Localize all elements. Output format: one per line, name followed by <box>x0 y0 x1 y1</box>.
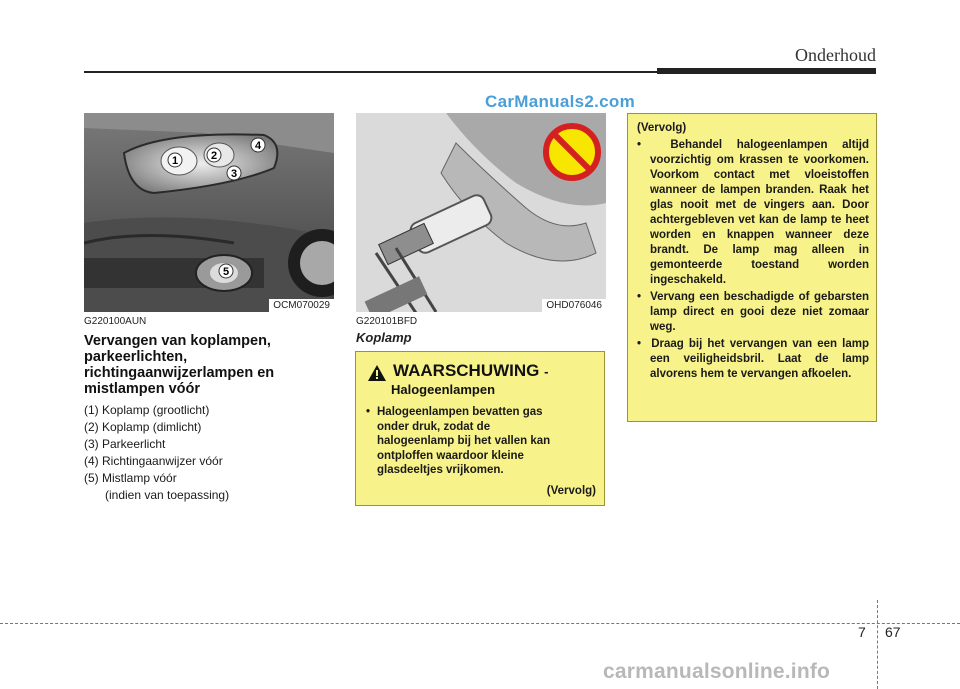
warning-triangle-icon <box>367 364 387 382</box>
callout-5: 5 <box>222 266 230 278</box>
caution-box <box>627 113 877 422</box>
callout-3: 3 <box>230 168 238 180</box>
bullet-icon: • <box>637 139 671 151</box>
list-item: (5) Mistlamp vóór <box>84 471 177 485</box>
list-item: (4) Richtingaanwijzer vóór <box>84 454 223 468</box>
header-rule-thick <box>657 68 876 74</box>
header-rule <box>84 71 657 73</box>
continued-head: (Vervolg) <box>637 122 687 134</box>
footer-divider <box>877 600 878 689</box>
photo-code-left: OCM070029 <box>269 299 334 312</box>
car-front-photo <box>84 113 334 312</box>
list-item: (1) Koplamp (grootlicht) <box>84 403 210 417</box>
prohibition-icon <box>541 121 603 183</box>
bullet-icon: • <box>366 406 371 418</box>
bullet-icon: • <box>637 291 651 303</box>
section-heading: Vervangen van koplampen, parkeerlichten, richtingaanwijzerlampen en mistlampen vóór <box>84 333 275 397</box>
list-item: • Behandel halogeenlampen altijd voorzichtig om krassen te voorkomen. Voorkom contact met vloeistoffen wanneer de lampen branden. Raak het glas nooit met de vingers aan. Door achtergebleven vet kan de lamp te heet worden en knappen wanneer deze brandt. De lamp mag alleen in gemonteerde toestand worden ingeschakeld. <box>637 139 869 286</box>
callout-2: 2 <box>210 150 218 162</box>
subheading: Koplamp <box>356 330 412 345</box>
warning-title: WAARSCHUWING - <box>393 361 549 380</box>
caution-list <box>637 138 869 384</box>
list-item: (indien van toepassing) <box>105 488 230 502</box>
chapter-number: 7 <box>858 624 866 640</box>
page-number: 67 <box>885 624 901 640</box>
callout-1: 1 <box>171 155 179 167</box>
list-item: • Vervang een beschadigde of gebarsten lamp direct en gooi deze niet zomaar weg. <box>637 291 869 333</box>
car-front-illustration <box>84 113 334 312</box>
warning-box <box>355 351 605 506</box>
photo-code-mid: OHD076046 <box>542 299 606 312</box>
watermark-top: CarManuals2.com <box>485 92 635 111</box>
warning-subtitle: Halogeenlampen <box>391 382 496 397</box>
list-item: (2) Koplamp (dimlicht) <box>84 420 202 434</box>
bulb-list <box>84 402 334 504</box>
bulb-photo <box>356 113 606 312</box>
list-item: • Draag bij het vervangen van een lamp een veiligheidsbril. Laat de lamp alvorens hem te vervangen afkoelen. <box>637 338 869 380</box>
list-item: (3) Parkeerlicht <box>84 437 166 451</box>
continued-label: (Vervolg) <box>546 485 596 497</box>
watermark-bottom: carmanualsonline.info <box>603 660 831 683</box>
section-code-left: G220100AUN <box>84 316 147 327</box>
section-code-mid: G220101BFD <box>356 316 418 327</box>
section-title: Onderhoud <box>795 45 876 65</box>
callout-4: 4 <box>254 140 262 152</box>
bullet-icon: • <box>637 338 652 350</box>
footer-rule <box>0 623 960 624</box>
warning-text: • Halogeenlampen bevatten gas onder druk, zodat de halogeenlamp bij het vallen kan ontploffen waardoor kleine glasdeeltjes vrijkomen. <box>366 406 551 476</box>
